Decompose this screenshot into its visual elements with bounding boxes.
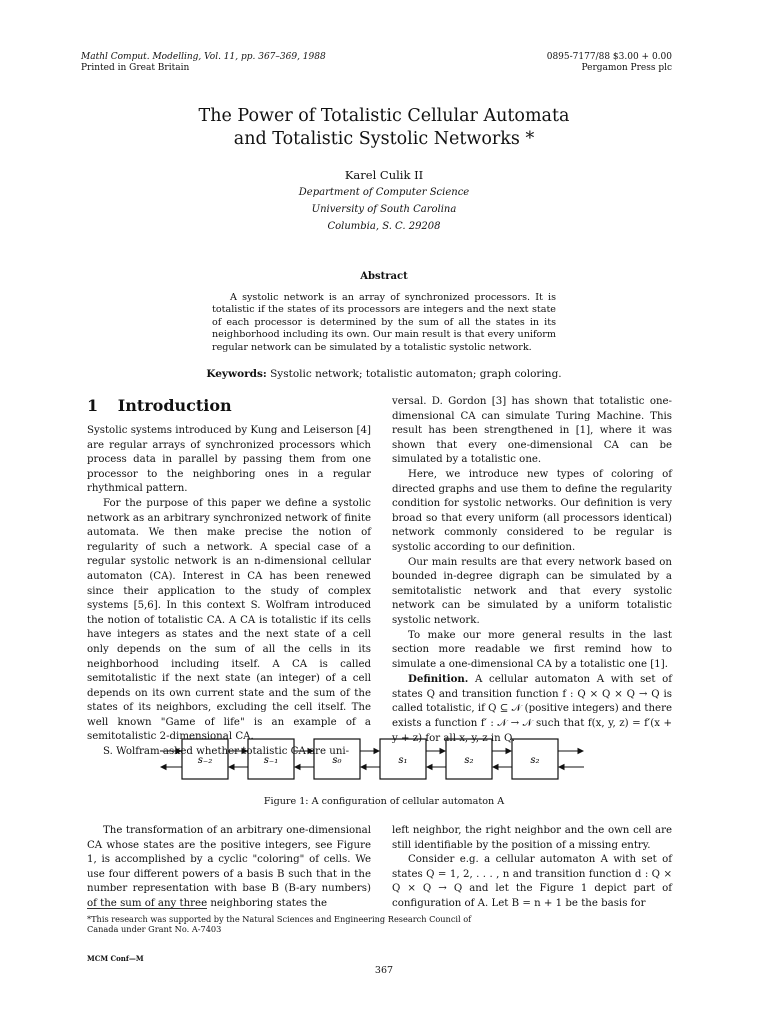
section-title: Introduction	[117, 396, 232, 415]
figure1-cells	[182, 739, 558, 779]
print-location: Printed in Great Britain	[81, 63, 190, 73]
figure1-arrows	[160, 751, 584, 767]
author-city: Columbia, S. C. 29208	[327, 221, 441, 232]
conference-code: MCM Conf—M	[87, 954, 144, 963]
right-column	[392, 395, 672, 746]
right-paragraph-2: Here, we introduce new types of coloring of directed graphs and use them to define the regularity condition for systolic networks. Our definition is very broad so that every uniform (all processors identical) network commonly considered to be regular is systolic according to our definition.	[392, 468, 672, 553]
keywords-label: Keywords:	[206, 368, 267, 380]
left-column	[87, 424, 371, 760]
paper-title-line1: The Power of Totalistic Cellular Automata	[198, 106, 570, 126]
cell-label: s₋₂	[197, 755, 213, 766]
author-name: Karel Culik II	[344, 168, 424, 182]
footnote-rule	[87, 908, 207, 909]
journal-citation: Mathl Comput. Modelling, Vol. 11, pp. 367–369, 1988	[81, 52, 326, 62]
lower-left-paragraph: The transformation of an arbitrary one-dimensional CA whose states are the positive integers, see Figure 1, is accomplished by a cyclic "coloring" of cells. We use four different powers of a basis B such that in the number representation with base B (B-ary numbers) of the sum of any three neighboring states the	[87, 825, 371, 909]
cell-label: s₂	[530, 755, 540, 766]
author-department: Department of Computer Science	[298, 187, 470, 198]
cell-label: s₋₁	[263, 755, 279, 766]
cell-label: s₀	[332, 755, 342, 766]
intro-paragraph-1: Systolic systems introduced by Kung and Leiserson [4] are regular arrays of synchronized processors which process data in parallel by passing them from one processor to the neighboring ones in a regular rhythmical pattern.	[87, 425, 371, 495]
figure1-diagram	[160, 735, 590, 785]
right-paragraph-4: To make our more general results in the last section more readable we first remind how to simulate a one-dimensional CA by a totalistic one [1].	[392, 629, 672, 670]
keywords-text: Systolic network; totalistic automaton; graph coloring.	[270, 368, 562, 380]
keywords-line	[0, 368, 768, 380]
page-number: 367	[374, 965, 394, 976]
author-university: University of South Carolina	[311, 204, 457, 215]
lower-right-column	[392, 824, 672, 912]
cell-label: s₂	[464, 755, 474, 766]
publisher: Pergamon Press plc	[581, 63, 672, 73]
right-paragraph-1: versal. D. Gordon [3] has shown that totalistic one-dimensional CA can simulate Turing Machine. This result has been strengthened in [1], where it was shown that every one-dimensional CA can be simulated by a totalistic one.	[392, 396, 672, 466]
intro-paragraph-3: S. Wolfram asked whether totalistic CA are uni-	[103, 746, 350, 758]
abstract-text: A systolic network is an array of synchronized processors. It is totalistic if the states of its processors are integers and the next state of each processor is determined by the sum of all the states in its neighborhood including its own. Our main result is that every uniform regular network can be simulated by a totalistic systolic network.	[212, 292, 556, 353]
lower-left-column	[87, 824, 371, 912]
section-number: 1	[87, 396, 99, 415]
cell-label: s₁	[398, 755, 408, 766]
definition-label: Definition.	[408, 673, 469, 686]
lower-right-paragraph-2: Consider e.g. a cellular automaton A with set of states Q = 1, 2, . . . , n and transition function d : Q × Q × Q → Q and let the Figure 1 depict part of configuration of A. Let B = n + 1 be the basis for	[392, 854, 672, 909]
issn-code: 0895-7177/88 $3.00 + 0.00	[546, 52, 672, 62]
lower-right-paragraph-1: left neighbor, the right neighbor and the own cell are still identifiable by the position of a missing entry.	[392, 825, 672, 851]
footnote: *This research was supported by the Natural Sciences and Engineering Research Council of Canada under Grant No. A-7403	[87, 914, 472, 935]
definition-text: A cellular automaton A with set of states Q and transition function f : Q × Q × Q → Q is called totalistic, if Q ⊆ 𝒩 (positive integers) and there exists a function f′ : 𝒩 → 𝒩 such that f(x, y, z) = f′(x + y + z) for all x, y, z in Q.	[392, 674, 672, 744]
paper-title-line2: and Totalistic Systolic Networks *	[233, 129, 535, 149]
figure1-caption: Figure 1: A configuration of cellular automaton A	[263, 796, 505, 807]
abstract-heading: Abstract	[360, 271, 408, 282]
intro-paragraph-2: For the purpose of this paper we define a systolic network as an arbitrary synchronized network of finite automata. We then make precise the notion of regularity of such a network. A special case of a regular systolic network is an n-dimensional cellular automaton (CA). Interest in CA has been renewed since their application to the study of complex systems [5,6]. In this context S. Wolfram introduced the notion of totalistic CA. A CA is totalistic if its cells have integers as states and the next state of a cell only depends on the sum of all the cells in its neighborhood including itself. A CA is called semitotalistic if the next state (an integer) of a cell depends on its own current state and the sum of the states of its neighbors, excluding the cell itself. The well known "Game of life" is an example of a semitotalistic 2-dimensional CA.	[87, 497, 371, 743]
section-heading	[87, 396, 232, 415]
right-paragraph-3: Our main results are that every network based on bounded in-degree digraph can be simulated by a semitotalistic network and that every systolic network can be simulated by a uniform totalistic systolic network.	[392, 556, 672, 626]
